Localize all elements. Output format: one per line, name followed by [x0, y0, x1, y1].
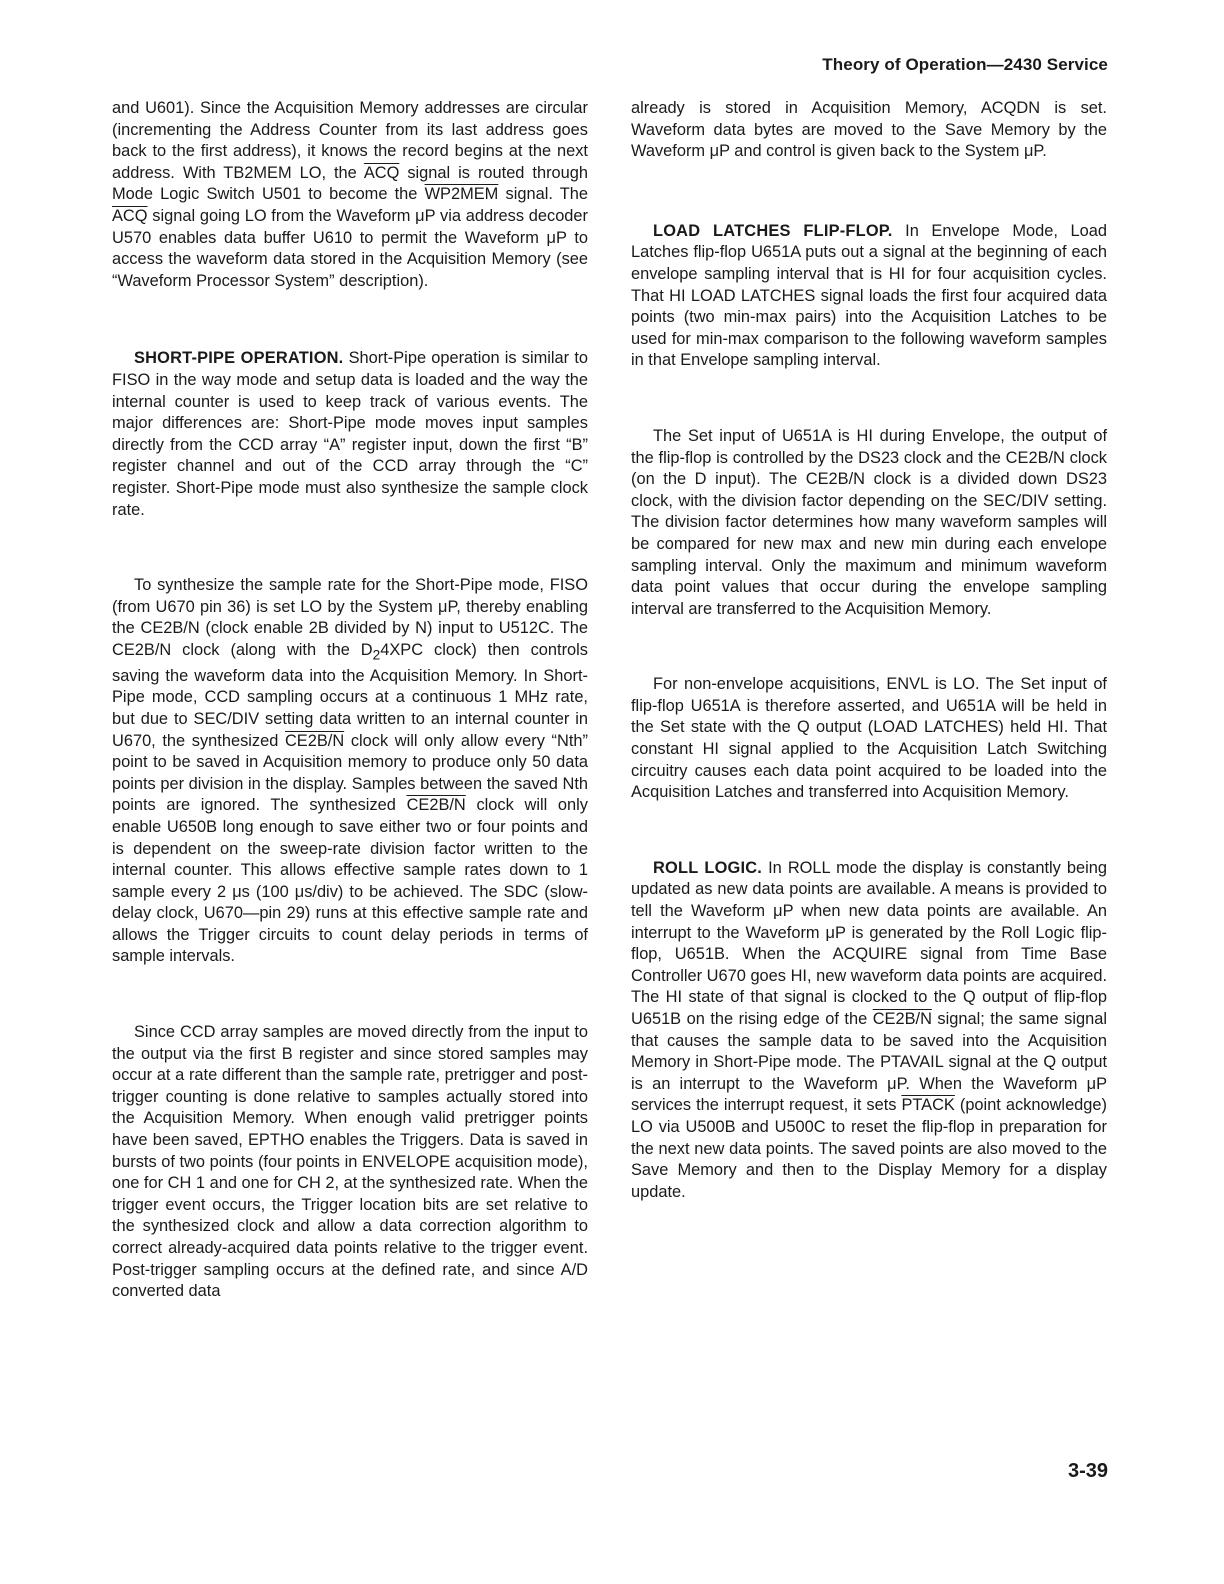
right-column: [631, 98, 1107, 1203]
paragraph-synthesize-sample-rate: To synthesize the sample rate for the Short-Pipe mode, FISO (from U670 pin 36) is set LO by the System μP, thereby enabling the CE2B/N (clock enable 2B divided by N) input to U512C. The CE2B/N clock (along with the $D_24XPC$ clock) then controls saving the waveform data into the Acquisition Memory. In Short-Pipe mode, CCD sampling occurs at a continuous 1 MHz rate, but due to SEC/DIV setting data written to an internal counter in U670, the synthesized CE2B/N clock will only allow every “Nth” point to be saved in Acquisition memory to produce only 50 data points per division in the display. Samples between the saved Nth points are ignored. The synthesized CE2B/N clock will only enable U650B long enough to save either two or four points and is dependent on the sweep-rate division factor written to the internal counter. This allows effective sample rates down to 1 sample every 2 μs (100 μs/div) to be achieved. The SDC (slow-delay clock, U670—pin 29) runs at this effective sample rate and allows the Trigger circuits to count delay periods in terms of sample intervals.: [112, 576, 589, 966]
paragraph-ccd-array-samples: Since CCD array samples are moved directly from the input to the output via the first B register and since stored samples may occur at a rate different than the sample rate, pretrigger and post-trigger counting is done relative to samples actually stored into the Acquisition Memory. When enough valid pretrigger points have been saved, EPTHO enables the Triggers. Data is saved in bursts of two points (four points in ENVELOPE acquisition mode), one for CH 1 and one for CH 2, at the synthesized rate. When the trigger event occurs, the Trigger location bits are set relative to the synthesized clock and allow a data correction algorithm to correct already-acquired data points relative to the trigger event. Post-trigger sampling occurs at the defined rate, and since A/D converted data: [112, 1023, 588, 1301]
paragraph-set-input-envelope: The Set input of U651A is HI during Envelope, the output of the flip-flop is controlled by the DS23 clock and the CE2B/N clock (on the D input). The CE2B/N clock is a divided down DS23 clock, with the division factor depending on the SEC/DIV setting. The division factor determines how many waveform samples will be compared for new max and new min during each envelope sampling interval. Only the maximum and minimum waveform data point values that occur during the envelope sampling interval are transferred to the Acquisition Memory.: [631, 426, 1107, 618]
section-heading-load-latches: LOAD LATCHES FLIP-FLOP.: [653, 221, 893, 240]
paragraph-roll-logic: ROLL LOGIC. In ROLL mode the display is constantly being updated as new data points are available. A means is provided to tell the Waveform μP when new data points are available. An interrupt to the Waveform μP is generated by the Roll Logic flip-flop, U651B. When the ACQUIRE signal from Time Base Controller U670 goes HI, new waveform data points are acquired. The HI state of that signal is clocked to the Q output of flip-flop U651B on the rising edge of the CE2B/N signal; the same signal that causes the sample data to be saved into the Acquisition Memory in Short-Pipe mode. The PTAVAIL signal at the Q output is an interrupt to the Waveform μP. When the Waveform μP services the interrupt request, it sets PTACK (point acknowledge) LO via U500B and U500C to reset the flip-flop in preparation for the next new data points. The saved points are also moved to the Save Memory and then to the Display Memory for a display update.: [631, 858, 1107, 1201]
paragraph-acqdn-continued: already is stored in Acquisition Memory, ACQDN is set. Waveform data bytes are moved to the Save Memory by the Waveform μP and control is given back to the System μP.: [631, 99, 1107, 161]
paragraph-acquisition-memory-continued: and U601). Since the Acquisition Memory addresses are circular (incrementing the Address Counter from its last address goes back to the first address), it knows the record begins at the next address. With TB2MEM LO, the $\overline{ACQ}$ signal is routed through Mode Logic Switch U501 to become the WP2MEM signal. The $\overline{ACQ}$ signal going LO from the Waveform μP via address decoder U570 enables data buffer U610 to permit the Waveform μP to access the waveform data stored in the Acquisition Memory (see “Waveform Processor System” description).: [112, 99, 589, 290]
paragraph-load-latches: LOAD LATCHES FLIP-FLOP. In Envelope Mode, Load Latches flip-flop U651A puts out a signal at the beginning of each envelope sampling interval that is HI for four acquisition cycles. That HI LOAD LATCHES signal loads the first four acquired data points (two min-max pairs) into the Acquisition Latches to be used for min-max comparison to the following waveform samples in that Envelope sampling interval.: [631, 221, 1107, 370]
section-heading-roll-logic: ROLL LOGIC.: [653, 858, 763, 877]
section-heading-short-pipe: SHORT-PIPE OPERATION.: [134, 349, 344, 368]
paragraph-short-pipe-operation: SHORT-PIPE OPERATION. Short-Pipe operation is similar to FISO in the way mode and setup data is loaded and the way the internal counter is used to keep track of various events. The major differences are: Short-Pipe mode moves input samples directly from the CCD array “A” register input, down the first “B” register channel and out of the CCD array through the “C” register. Short-Pipe mode must also synthesize the sample clock rate.: [112, 349, 588, 519]
paragraph-non-envelope: For non-envelope acquisitions, ENVL is LO. The Set input of flip-flop U651A is therefore asserted, and U651A will be held in the Set state with the Q output (LOAD LATCHES) held HI. That constant HI signal applied to the Acquisition Latch Switching circuitry causes each data point acquired to be loaded into the Acquisition Latches and transferred into Acquisition Memory.: [631, 675, 1107, 802]
page-number: 3-39: [1067, 1460, 1108, 1482]
running-header: Theory of Operation—2430 Service: [822, 55, 1108, 74]
left-column: [112, 98, 588, 1303]
